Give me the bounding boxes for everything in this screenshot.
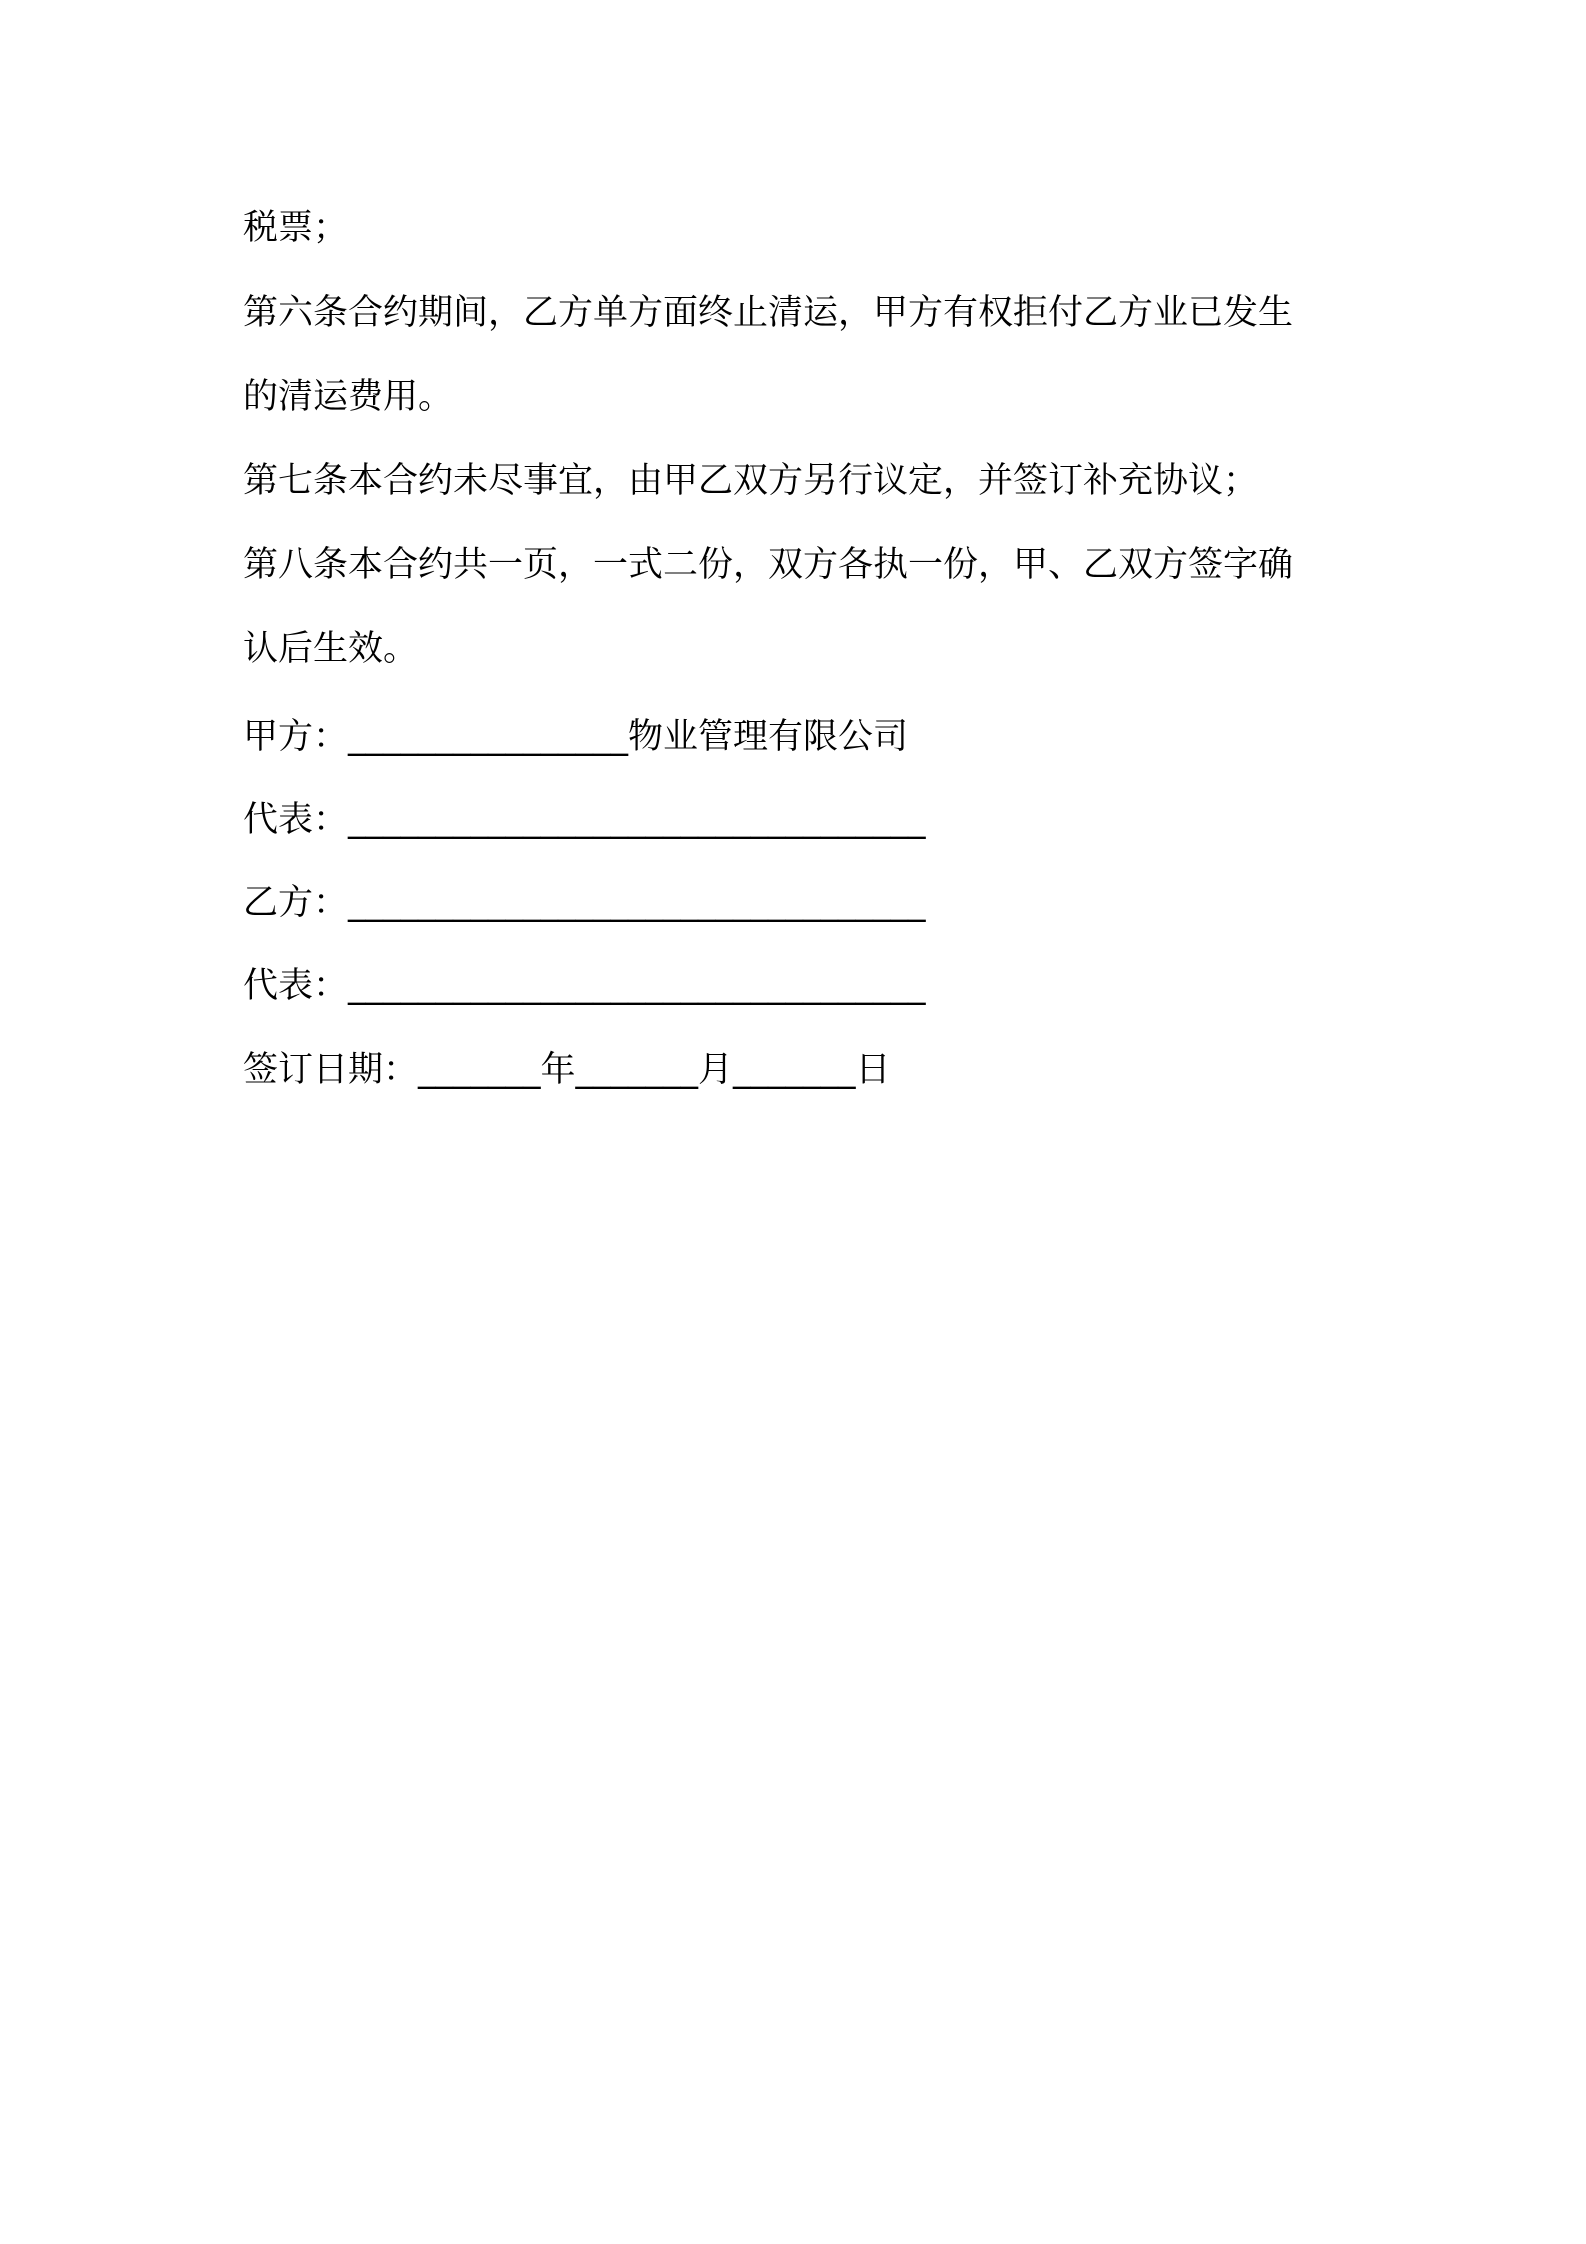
clause-8-line-2: 认后生效。 — [243, 629, 419, 669]
text-line-tax-invoice: 税票； — [243, 208, 349, 248]
party-a-field: 甲方：________________物业管理有限公司 — [243, 717, 909, 757]
sign-date-field: 签订日期：_______年_______月_______日 — [243, 1050, 891, 1090]
clause-6-line-2: 的清运费用。 — [243, 377, 454, 417]
clause-6-line-1: 第六条合约期间，乙方单方面终止清运，甲方有权拒付乙方业已发生 — [243, 293, 1294, 333]
clause-8-line-1: 第八条本合约共一页，一式二份，双方各执一份，甲、乙双方签字确 — [243, 545, 1294, 585]
party-a-representative-field: 代表：_________________________________ — [243, 800, 926, 840]
clause-7: 第七条本合约未尽事宜，由甲乙双方另行议定，并签订补充协议； — [243, 461, 1259, 501]
party-b-representative-field: 代表：_________________________________ — [243, 966, 926, 1006]
party-b-field: 乙方：_________________________________ — [243, 883, 926, 923]
